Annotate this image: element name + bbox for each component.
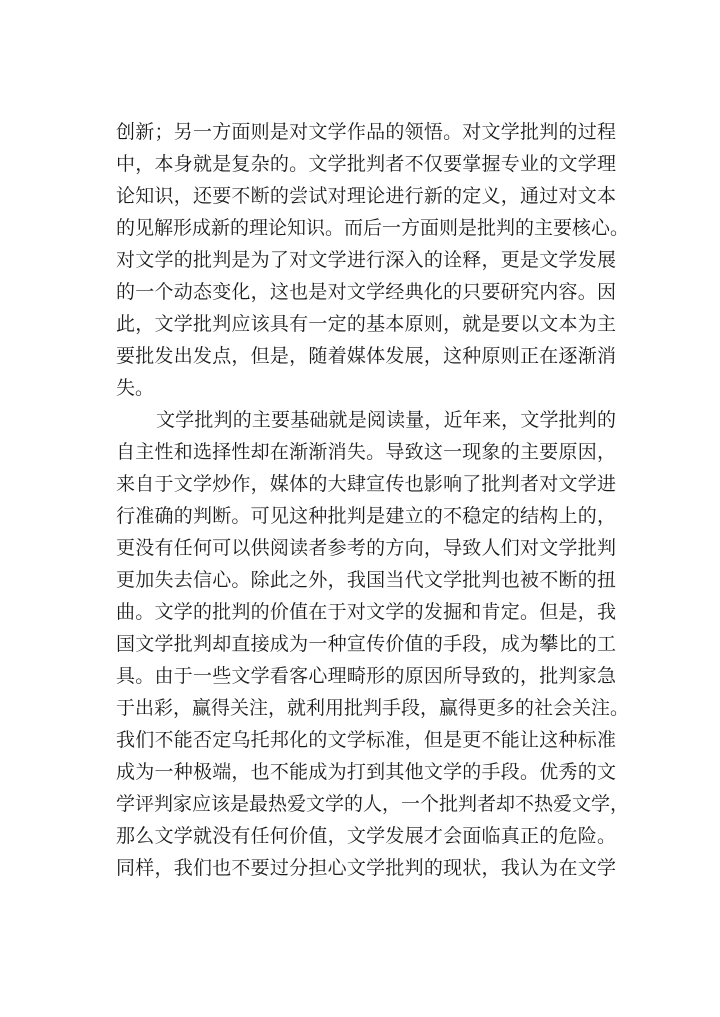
paragraph-1-line-4: 的见解形成新的理论知识。而后一方面则是批判的主要核心。 [116,217,630,239]
paragraph-2-line-1: 文学批判的主要基础就是阅读量，近年来，文学批判的 [156,409,616,431]
paragraph-2-line-11: 我们不能否定乌托邦化的文学标准，但是更不能让这种标准 [116,729,616,751]
paragraph-2-line-3: 来自于文学炒作，媒体的大肆宣传也影响了批判者对文学进 [116,473,616,495]
paragraph-1-line-1: 创新；另一方面则是对文学作品的领悟。对文学批判的过程 [116,121,616,143]
paragraph-1-line-2: 中，本身就是复杂的。文学批判者不仅要掌握专业的文学理 [116,153,616,175]
paragraph-2-line-12: 成为一种极端，也不能成为打到其他文学的手段。优秀的文 [116,761,616,783]
paragraph-2-line-9: 具。由于一些文学看客心理畸形的原因所导致的，批判家急 [116,665,616,687]
paragraph-2-line-8: 国文学批判却直接成为一种宣传价值的手段，成为攀比的工 [116,633,616,655]
paragraph-1-line-3: 论知识，还要不断的尝试对理论进行新的定义，通过对文本 [116,185,616,207]
paragraph-2-line-6: 更加失去信心。除此之外，我国当代文学批判也被不断的扭 [116,569,616,591]
body-text [116,116,630,884]
paragraph-2-line-2: 自主性和选择性却在渐渐消失。导致这一现象的主要原因， [116,441,616,463]
paragraph-1-line-7: 此，文学批判应该具有一定的基本原则，就是要以文本为主 [116,313,616,335]
paragraph-1-line-9: 失。 [116,377,155,399]
paragraph-1-line-8: 要批发出发点，但是，随着媒体发展，这种原则正在逐渐消 [116,345,616,367]
paragraph-2-line-14: 那么文学就没有任何价值，文学发展才会面临真正的危险。 [116,825,616,847]
paragraph-1-line-5: 对文学的批判是为了对文学进行深入的诠释，更是文学发展 [116,249,616,271]
paragraph-2-line-15: 同样，我们也不要过分担心文学批判的现状，我认为在文学 [116,857,616,879]
paragraph-2-line-4: 行准确的判断。可见这种批判是建立的不稳定的结构上的， [116,505,616,527]
paragraph-1-line-6: 的一个动态变化，这也是对文学经典化的只要研究内容。因 [116,281,616,303]
paragraph-2-line-13: 学评判家应该是最热爱文学的人，一个批判者却不热爱文学， [116,793,630,815]
paragraph-2-line-10: 于出彩，赢得关注，就利用批判手段，赢得更多的社会关注。 [116,697,630,719]
paragraph-2-line-7: 曲。文学的批判的价值在于对文学的发掘和肯定。但是，我 [116,601,616,623]
paragraph-2-line-5: 更没有任何可以供阅读者参考的方向，导致人们对文学批判 [116,537,616,559]
